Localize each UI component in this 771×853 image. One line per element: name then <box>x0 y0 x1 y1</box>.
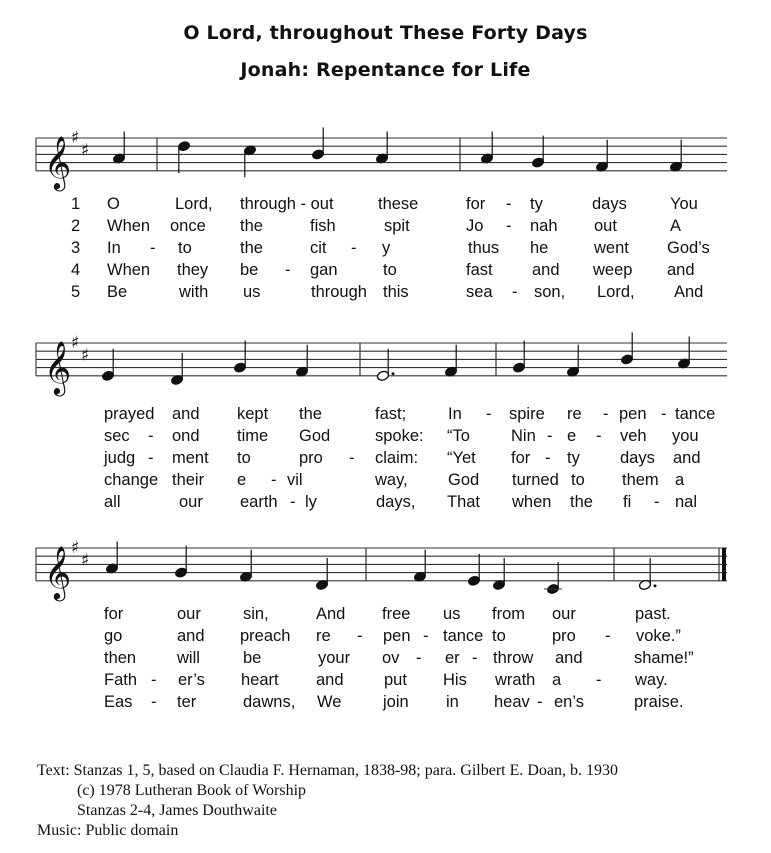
lyric-syllable: way, <box>375 471 408 489</box>
treble-clef-icon: 𝄞 <box>44 134 72 189</box>
lyric-syllable: and <box>555 649 583 667</box>
lyric-syllable: this <box>383 283 409 301</box>
syllable-hyphen: - <box>512 283 518 301</box>
syllable-hyphen: - <box>654 493 660 511</box>
lyric-syllable: ment <box>172 449 209 467</box>
lyric-syllable: God’s <box>667 239 710 257</box>
lyric-syllable: er <box>445 649 460 667</box>
lyric-syllable: go <box>104 627 123 645</box>
lyric-syllable: ter <box>177 693 197 711</box>
lyric-syllable: throw <box>493 649 534 667</box>
lyric-syllable: the <box>570 493 593 511</box>
lyric-syllable: days <box>592 195 627 213</box>
lyric-syllable: these <box>378 195 419 213</box>
syllable-hyphen: - <box>351 239 357 257</box>
lyric-syllable: our <box>177 605 201 623</box>
lyric-syllable: their <box>172 471 205 489</box>
lyric-syllable: weep <box>593 261 633 279</box>
lyric-syllable: er’s <box>178 671 205 689</box>
staff-system-2 <box>0 315 771 405</box>
lyric-syllable: fast <box>466 261 493 279</box>
lyric-syllable: to <box>571 471 585 489</box>
lyric-syllable: O <box>107 195 120 213</box>
syllable-hyphen: - <box>547 427 553 445</box>
stanza-number: 3 <box>71 239 81 257</box>
lyric-syllable: We <box>317 693 342 711</box>
lyric-syllable: pro <box>299 449 323 467</box>
lyric-syllable: and <box>667 261 695 279</box>
stanza-1-line <box>0 195 771 217</box>
lyric-syllable: time <box>237 427 269 445</box>
lyric-syllable: your <box>318 649 351 667</box>
lyric-syllable: to <box>492 627 506 645</box>
lyric-syllable: “Yet <box>447 449 476 467</box>
lyric-syllable: e <box>567 427 577 445</box>
lyric-syllable: nal <box>675 493 698 511</box>
lyric-syllable: praise. <box>634 693 684 711</box>
stanza-4-line <box>0 261 771 283</box>
lyric-syllable: you <box>672 427 699 445</box>
lyric-syllable: voke.” <box>636 627 681 645</box>
lyric-syllable: days <box>620 449 655 467</box>
lyric-syllable: God <box>448 471 480 489</box>
syllable-hyphen: - <box>357 627 363 645</box>
lyric-syllable: And <box>316 605 346 623</box>
syllable-hyphen: - <box>545 449 551 467</box>
lyric-syllable: heart <box>241 671 279 689</box>
sharp-c-icon: ♯ <box>81 550 90 571</box>
staff-system-3 <box>0 520 771 610</box>
credits-text-line: Text: Stanzas 1, 5, based on Claudia F. Hernaman, 1838-98; para. Gilbert E. Doan, b. 1930 <box>37 762 619 779</box>
lyric-syllable: Lord, <box>175 195 213 213</box>
lyric-syllable: fast; <box>375 405 407 423</box>
lyric-syllable: God <box>299 427 331 445</box>
syllable-hyphen: - <box>596 427 602 445</box>
lyric-syllable: nah <box>530 217 558 235</box>
lyric-syllable: in <box>446 693 459 711</box>
lyric-syllable: fi <box>623 493 632 511</box>
lyric-syllable: all <box>104 493 121 511</box>
lyric-syllable: “To <box>447 427 470 445</box>
lyric-syllable: change <box>104 471 159 489</box>
lyric-syllable: sea <box>466 283 493 301</box>
sharp-f-icon: ♯ <box>71 128 80 148</box>
lyric-syllable: ty <box>567 449 580 467</box>
lyric-syllable: free <box>382 605 411 623</box>
lyric-syllable: fish <box>310 217 336 235</box>
lyric-syllable: to <box>383 261 397 279</box>
sharp-f-icon: ♯ <box>71 538 80 558</box>
lyric-syllable: re <box>316 627 331 645</box>
lyric-syllable: past. <box>635 605 671 623</box>
stanza-2-line <box>0 427 771 449</box>
syllable-hyphen: - <box>416 649 422 667</box>
sharp-c-icon: ♯ <box>81 345 90 366</box>
lyric-syllable: A <box>670 217 682 235</box>
lyric-syllable: spire <box>509 405 545 423</box>
hymn-subtitle: Jonah: Repentance for Life <box>240 59 531 81</box>
lyric-syllable: veh <box>620 427 647 445</box>
stanza-number: 5 <box>71 283 81 301</box>
syllable-hyphen: - <box>472 649 478 667</box>
lyric-syllable: In <box>107 239 121 257</box>
lyric-syllable: be <box>243 649 262 667</box>
lyric-syllable: heav <box>494 693 530 711</box>
syllable-hyphen: - <box>506 217 512 235</box>
lyric-syllable: prayed <box>104 405 155 423</box>
lyric-syllable: preach <box>240 627 291 645</box>
lyric-syllable: out <box>594 217 617 235</box>
syllable-hyphen: - <box>605 627 611 645</box>
lyric-syllable: dawns, <box>243 693 296 711</box>
lyric-syllable: In <box>448 405 462 423</box>
stanza-5-line <box>0 283 771 305</box>
syllable-hyphen: - <box>596 671 602 689</box>
final-barline-thick <box>722 548 726 581</box>
lyric-syllable: the <box>299 405 322 423</box>
lyric-syllable: That <box>447 493 481 511</box>
stanza-number: 1 <box>71 195 81 213</box>
lyric-syllable: a <box>675 471 685 489</box>
lyric-syllable: son, <box>534 283 566 301</box>
lyric-syllable: gan <box>310 261 338 279</box>
syllable-hyphen: - <box>603 405 609 423</box>
lyric-syllable: through - out <box>240 195 334 213</box>
stanza-1-line <box>0 605 771 627</box>
credits-stanzas-line: Stanzas 2-4, James Douthwaite <box>77 802 277 819</box>
stanza-2-line <box>0 627 771 649</box>
lyric-syllable: spit <box>384 217 410 235</box>
lyric-syllable: the <box>240 239 263 257</box>
lyric-syllable: ly <box>305 493 317 511</box>
treble-clef-icon: 𝄞 <box>44 339 72 394</box>
credits <box>37 761 618 841</box>
syllable-hyphen: - <box>423 627 429 645</box>
syllable-hyphen: - <box>148 427 154 445</box>
lyric-syllable: through <box>311 283 367 301</box>
stanza-3-line <box>0 649 771 671</box>
syllable-hyphen: - <box>506 195 512 213</box>
lyric-syllable: en’s <box>554 693 584 711</box>
lyric-syllable: wrath <box>495 671 536 689</box>
stanza-5-line <box>0 693 771 715</box>
lyric-syllable: days, <box>376 493 416 511</box>
lyric-syllable: y <box>382 239 391 257</box>
lyric-syllable: join <box>383 693 409 711</box>
lyric-syllable: pro <box>552 627 576 645</box>
lyric-syllable: and <box>532 261 560 279</box>
lyric-syllable: sec <box>104 427 130 445</box>
lyric-syllable: pen <box>383 627 411 645</box>
lyric-syllable: and <box>172 405 200 423</box>
lyric-syllable: way. <box>635 671 668 689</box>
lyric-syllable: e <box>237 471 247 489</box>
lyric-syllable: to <box>178 239 192 257</box>
lyric-syllable: and <box>177 627 205 645</box>
lyric-syllable: for <box>104 605 124 623</box>
lyric-syllable: thus <box>468 239 500 257</box>
lyric-syllable: will <box>177 649 200 667</box>
lyric-syllable: Lord, <box>597 283 635 301</box>
lyric-syllable: Jo <box>466 217 484 235</box>
hymn-title: O Lord, throughout These Forty Days <box>183 22 588 44</box>
lyric-syllable: vil <box>287 471 303 489</box>
lyric-syllable: when <box>512 493 552 511</box>
lyric-syllable: for <box>466 195 486 213</box>
lyric-syllable: pen <box>619 405 647 423</box>
syllable-hyphen: - <box>271 471 277 489</box>
lyric-syllable: ond <box>172 427 200 445</box>
lyric-syllable: put <box>384 671 407 689</box>
syllable-hyphen: - <box>349 449 355 467</box>
lyric-syllable: for <box>511 449 531 467</box>
syllable-hyphen: - <box>486 405 492 423</box>
lyric-syllable: once <box>170 217 206 235</box>
lyric-syllable: Eas <box>104 693 133 711</box>
lyric-syllable: went <box>594 239 629 257</box>
lyric-syllable: them <box>622 471 659 489</box>
lyric-syllable: And <box>674 283 704 301</box>
lyric-syllable: tance <box>675 405 716 423</box>
credits-copyright-line: (c) 1978 Lutheran Book of Worship <box>77 782 307 799</box>
stanza-3-line <box>0 239 771 261</box>
stanza-5-line <box>0 493 771 515</box>
lyric-syllable: to <box>237 449 251 467</box>
lyric-syllable: us <box>243 283 261 301</box>
treble-clef-icon: 𝄞 <box>44 544 72 599</box>
stanza-3-line <box>0 449 771 471</box>
lyric-syllable: cit <box>310 239 327 257</box>
lyric-syllable: a <box>552 671 562 689</box>
lyric-syllable: When <box>107 217 151 235</box>
lyric-syllable: turned <box>512 471 559 489</box>
lyric-syllable: Be <box>107 283 128 301</box>
lyric-syllable: ty <box>530 195 543 213</box>
syllable-hyphen: - <box>290 493 296 511</box>
lyric-syllable: then <box>104 649 137 667</box>
lyric-syllable: earth <box>240 493 278 511</box>
sharp-f-icon: ♯ <box>71 333 80 353</box>
lyric-syllable: tance <box>443 627 484 645</box>
lyric-syllable: re <box>567 405 582 423</box>
staff-system-1 <box>0 110 771 200</box>
lyric-syllable: and <box>673 449 701 467</box>
stanza-2-line <box>0 217 771 239</box>
syllable-hyphen: - <box>661 405 667 423</box>
syllable-hyphen: - <box>150 239 156 257</box>
lyric-syllable: sin, <box>243 605 269 623</box>
lyric-syllable: kept <box>237 405 269 423</box>
lyric-syllable: claim: <box>375 449 419 467</box>
lyric-syllable: shame!” <box>634 649 694 667</box>
lyric-syllable: our <box>179 493 203 511</box>
stanza-4-line <box>0 471 771 493</box>
stanza-number: 2 <box>71 217 81 235</box>
lyric-syllable: spoke: <box>375 427 424 445</box>
lyric-syllable: be <box>240 261 259 279</box>
lyric-syllable: our <box>552 605 576 623</box>
lyric-syllable: us <box>443 605 461 623</box>
lyric-syllable: judg <box>104 449 136 467</box>
syllable-hyphen: - <box>151 693 157 711</box>
augmentation-dot <box>392 372 395 375</box>
credits-music-line: Music: Public domain <box>37 822 179 839</box>
stanza-4-line <box>0 671 771 693</box>
lyric-syllable: You <box>670 195 698 213</box>
lyric-syllable: and <box>316 671 344 689</box>
lyric-syllable: he <box>530 239 549 257</box>
lyric-syllable: they <box>177 261 209 279</box>
lyric-syllable: Fath <box>104 671 138 689</box>
lyric-syllable: His <box>443 671 467 689</box>
lyric-syllable: with <box>179 283 209 301</box>
syllable-hyphen: - <box>151 671 157 689</box>
syllable-hyphen: - <box>285 261 291 279</box>
stanza-number: 4 <box>71 261 81 279</box>
lyric-syllable: When <box>107 261 151 279</box>
lyric-syllable: Nin <box>511 427 536 445</box>
lyric-syllable: from <box>492 605 525 623</box>
lyric-syllable: the <box>240 217 263 235</box>
lyric-syllable: ov <box>382 649 400 667</box>
stanza-1-line <box>0 405 771 427</box>
augmentation-dot <box>654 584 657 587</box>
sharp-c-icon: ♯ <box>81 140 90 161</box>
syllable-hyphen: - <box>148 449 154 467</box>
syllable-hyphen: - <box>537 693 543 711</box>
